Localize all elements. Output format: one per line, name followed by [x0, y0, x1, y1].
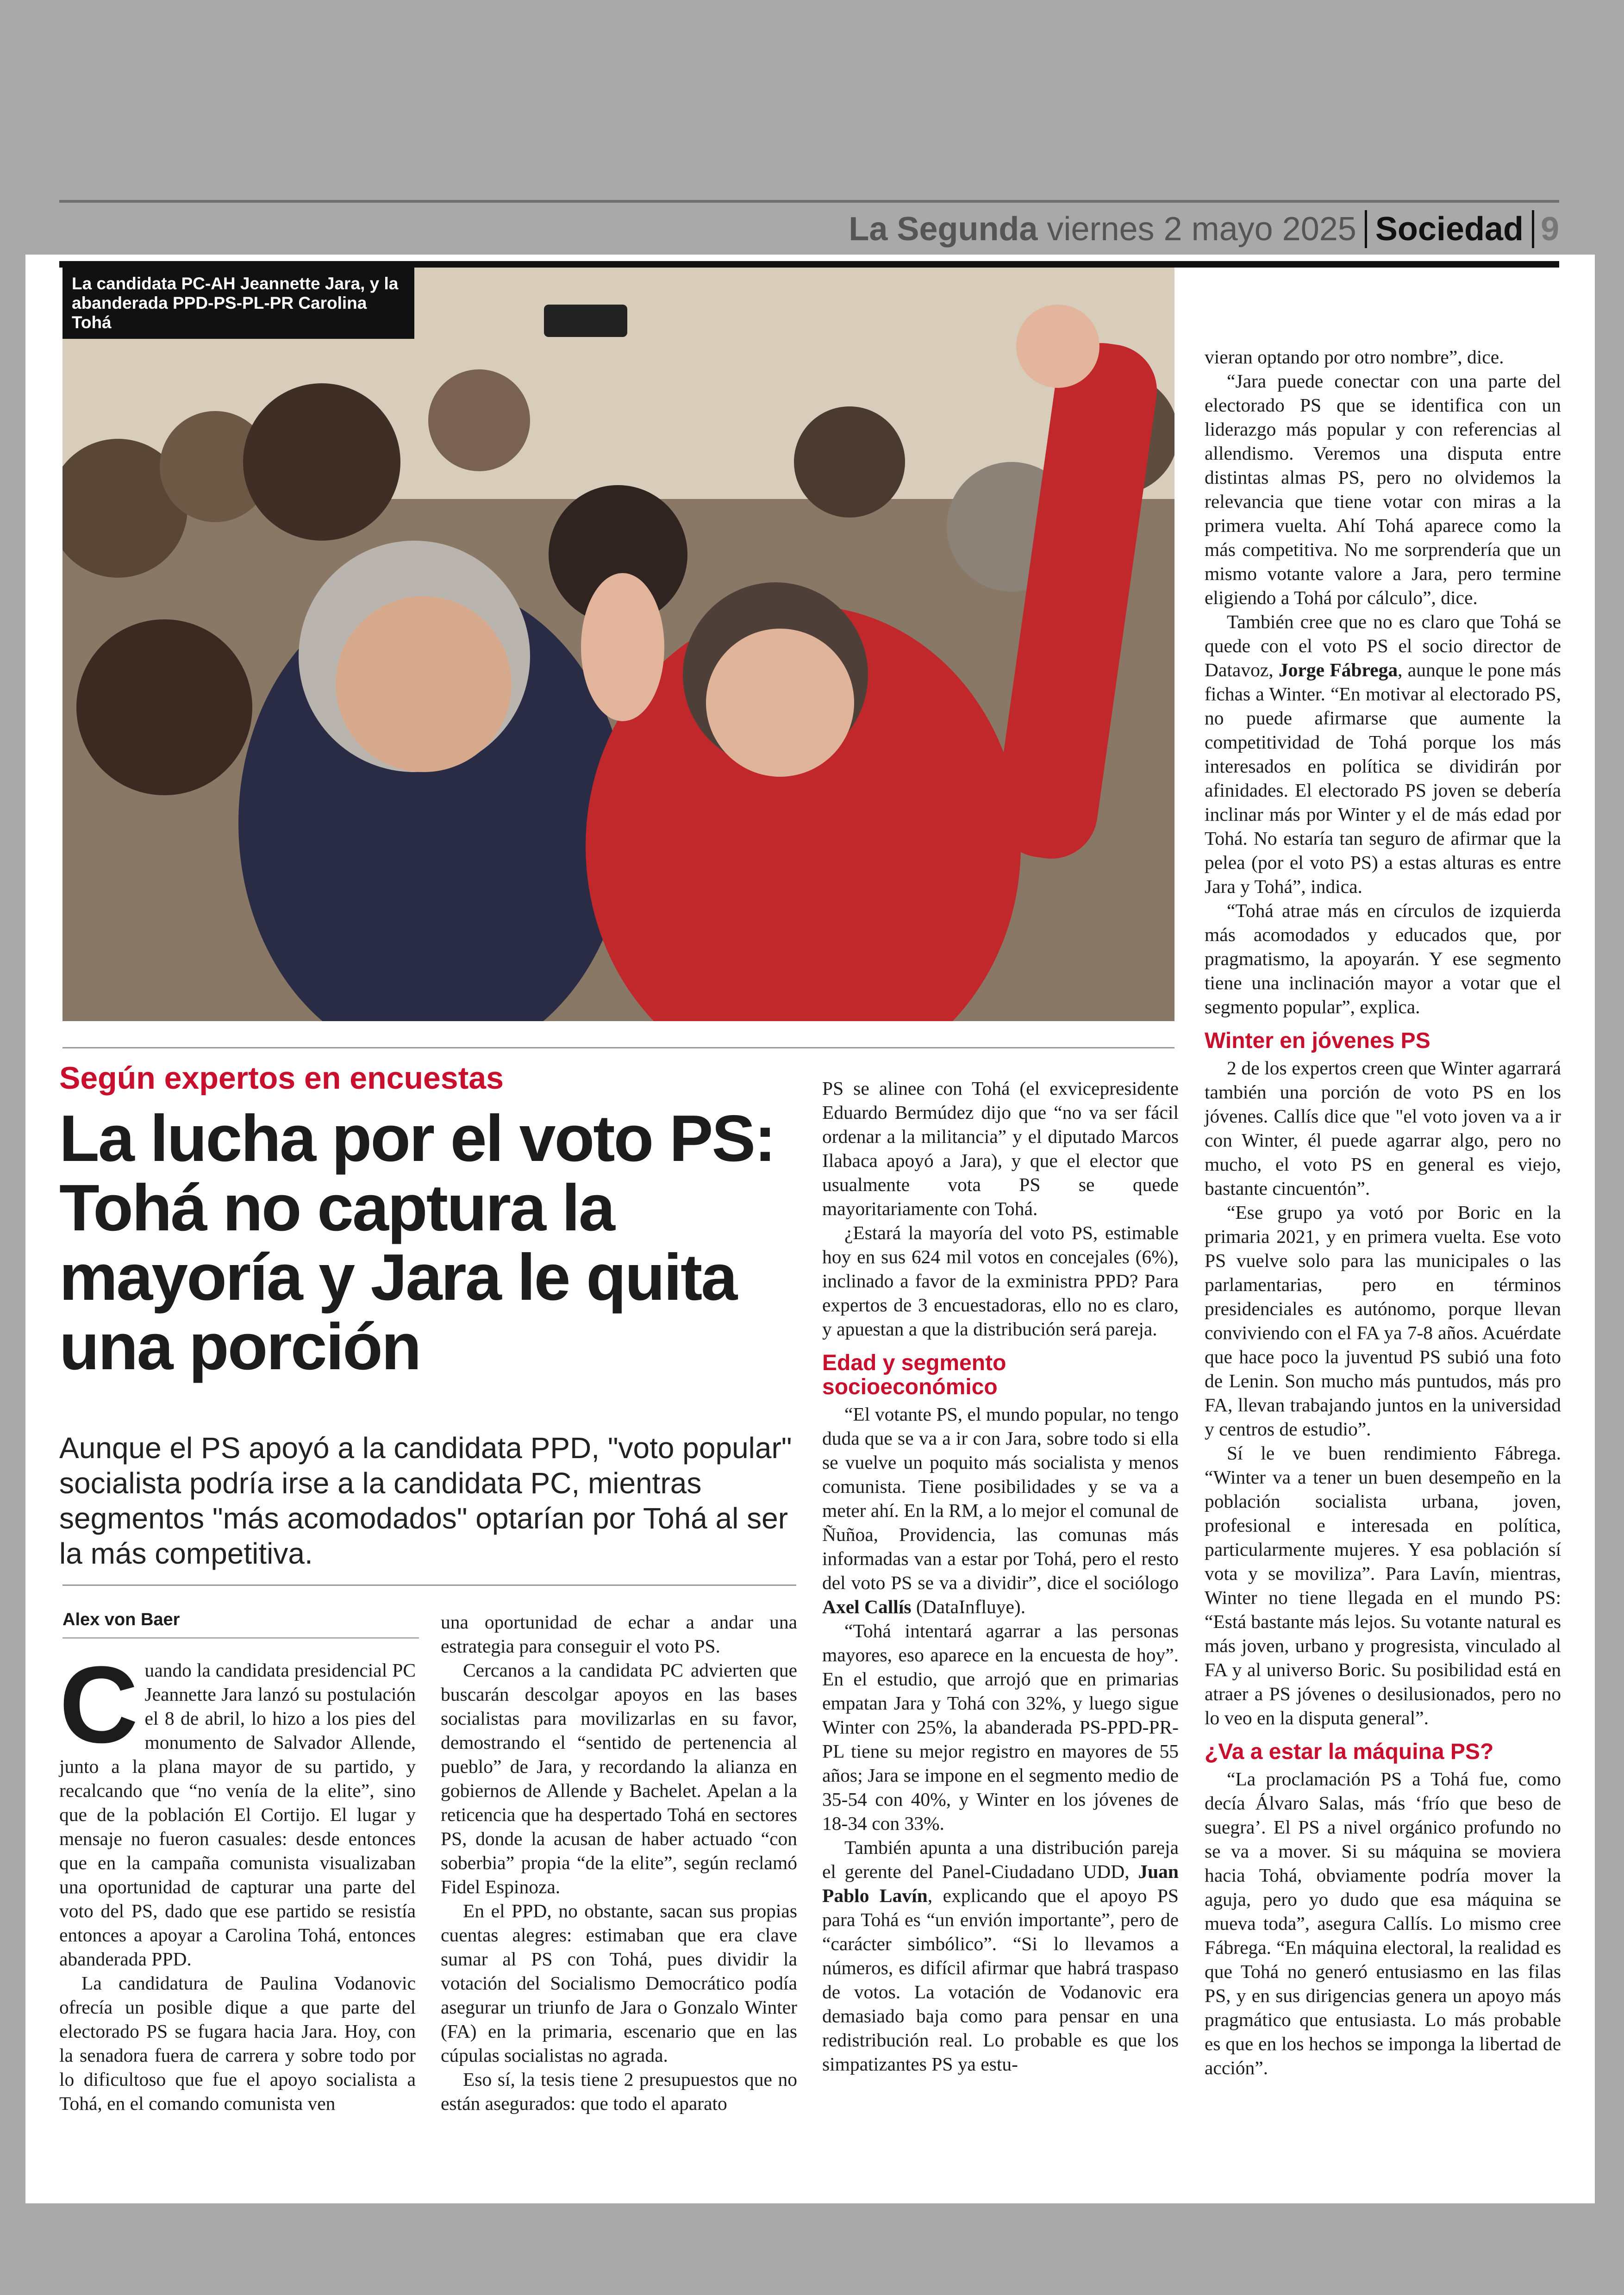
paragraph: [1205, 610, 1561, 898]
caption-line: La candidata PC-AH Jeannette Jara, y la: [72, 274, 399, 293]
paragraph: En el PPD, no obstante, sacan sus propias cuentas alegres: estimaban que era clave sumar al PS con Tohá, pues dividir la votación del Socialismo Democrático podía asegurar un triunfo de Jara o Gonzalo Winter (FA) en la primaria, escenario que en las cúpulas socialistas no agrada.: [441, 1900, 797, 2066]
paragraph: “Tohá intentará agarrar a las personas mayores, eso aparece en la encuesta de hoy”. En el estudio, que arrojó que en primarias empatan Jara y Tohá con 32%, y luego sigue Winter con 25%, la abanderada PS-PPD-PR-PL tiene su mejor registro en mayores de 55 años; Jara se impone en el segmento medio de 35-54 con 40%, y Winter en los jóvenes de 18-34 con 33%.: [822, 1620, 1179, 1834]
person-name: Jorge Fábrega: [1278, 659, 1398, 680]
page-number: 9: [1532, 210, 1559, 248]
lead-photo: [62, 268, 1174, 1021]
paragraph: “La proclamación PS a Tohá fue, como decía Álvaro Salas, más ‘frío que beso de suegra’. El PS a nivel orgánico profundo no se va a mover. Si su máquina se moviera hacia Tohá, obviamente podría mover la aguja, pero yo dudo que esa máquina se mueva toda”, asegura Callís. Lo mismo cree Fábrega. “En máquina electoral, la realidad es que Tohá no generó entusiasmo en las filas PS, y en sus dirigencias genera un apoyo más pragmático que entusiasta. Lo más probable es que en los hechos se imponga la libertad de acción”.: [1205, 1768, 1561, 2078]
body-column-3: [822, 1076, 1179, 2076]
paragraph: vieran optando por otro nombre”, dice.: [1205, 346, 1504, 368]
paragraph: uando la candidata presidencial PC Jeannette Jara lanzó su postulación el 8 de abril, lo hizo a los pies del monumento de Salvador Allende, junto a la plana mayor de su partido, y recalcando que “no venía de la elite”, sino que de la población El Cortijo. El lugar y mensaje no fueron casuales: desde entonces que en la campaña comunista visualizaban una oportunidad de capturar una parte del voto del PS, dado que ese partido se resistía entonces a apoyar a Carolina Tohá, entonces abanderada PPD.: [59, 1659, 416, 1970]
top-divider: [59, 200, 1559, 203]
crowd-photo-illustration: [62, 268, 1174, 1021]
paragraph: [822, 1402, 1179, 1619]
photo-caption: [62, 268, 414, 339]
paragraph: “Ese grupo ya votó por Boric en la primaria 2021, y en primera vuelta. Ese voto PS vuelve solo para las municipales o las parlamentarias, pero en términos presidenciales es autónomo, porque llevan conviviendo con el FA ya 7-8 años. Acuérdate que hace poco la juventud PS subió una foto de Lenin. Son mucho más puntudos, más pro FA, llevan trabajando juntos en la universidad y centros de estudio”.: [1205, 1202, 1561, 1440]
paragraph: ¿Estará la mayoría del voto PS, estimable hoy en sus 624 mil votos en concejales (6%), inclinado a favor de la exministra PPD? Para expertos de 3 encuestadoras, ello no es claro, y apuestan a que la distribución será pareja.: [822, 1222, 1179, 1340]
deck: Aunque el PS apoyó a la candidata PPD, "voto popular" socialista podría irse a la candidata PC, mientras segmentos "más acomodados" optarían por Tohá al ser la más competitiva.: [59, 1431, 792, 1570]
subheading: ¿Va a estar la máquina PS?: [1205, 1740, 1494, 1764]
subheading: Edad y segmento socioeconómico: [822, 1351, 1006, 1399]
paragraph: Sí le ve buen rendimiento Fábrega. “Winter va a tener un buen desempeño en la población socialista urbana, joven, profesional e interesada en política, particularmente mujeres. Y esa población sí vota y se moviliza”. Para Lavín, mientras, Winter no tiene llegada en el mundo PS: “Está bastante más lejos. Su votante natural es más joven, urbano y progresista, vinculado al FA y al universo Boric. Su posibilidad está en atraer a PS jóvenes o desilusionados, pero no lo veo en la disputa general”.: [1205, 1442, 1561, 1728]
text-run: , aunque le pone más fichas a Winter. “En motivar al electorado PS, no puede afirmarse que aumente la competitividad de Tohá porque los más interesados en política se dividirán por afinidades. El electorado PS joven se debería inclinar más por Winter y el de más edad por Tohá. No estaría tan seguro de afirmar que la pelea (por el voto PS) a estas alturas es entre Jara y Tohá”, indica.: [1205, 659, 1562, 897]
subheading: Winter en jóvenes PS: [1205, 1029, 1430, 1053]
deck-divider: [62, 1584, 796, 1586]
body-column-4: [1205, 345, 1561, 2080]
header-rule: [59, 261, 1559, 268]
paragraph: Eso sí, la tesis tiene 2 presupuestos que no están asegurados: que todo el aparato: [441, 2069, 797, 2114]
text-run: “El votante PS, el mundo popular, no tengo duda que se va a ir con Jara, sobre todo si ella se vuelve un poquito más socialista y menos comunista. Tiene posibilidades y se va a meter ahí. En la RM, a lo mejor el comunal de Ñuñoa, Providencia, las comunas más informadas van a estar por Tohá, pero el resto del voto PS se va a dividir”, dice el sociólogo: [822, 1403, 1179, 1593]
person-name: Axel Callís: [822, 1596, 912, 1617]
paragraph: [822, 1835, 1179, 2076]
body-column-2: [441, 1610, 797, 2115]
paragraph: una oportunidad de echar a andar una estrategia para conseguir el voto PS.: [441, 1611, 797, 1657]
section-name: Sociedad: [1365, 210, 1524, 248]
kicker: Según expertos en encuestas: [59, 1060, 504, 1096]
text-run: (DataInfluye).: [911, 1596, 1026, 1617]
caption-line: abanderada PPD-PS-PL-PR Carolina Tohá: [72, 293, 367, 332]
byline: Alex von Baer: [62, 1610, 419, 1639]
paragraph: 2 de los expertos creen que Winter agarrará también una porción de voto PS en los jóvenes. Callís dice que "el voto joven va a ir con Winter, él puede agarrar algo, pero no mucho, el voto PS en general es viejo, bastante cincuentón”.: [1205, 1057, 1561, 1199]
paragraph: Cercanos a la candidata PC advierten que buscarán descolgar apoyos en las bases socialistas para movilizarlas en su favor, demostrando el “sentido de pertenencia al pueblo” de Jara, y recordando la alianza en gobiernos de Allende y Bachelet. Apelan a la reticencia que ha despertado Tohá en sectores PS, donde la acusan de haber actuado “con soberbia” propia “de la elite”, según reclamó Fidel Espinoza.: [441, 1659, 797, 1897]
publication-name: La Segunda: [849, 211, 1038, 248]
text-run: También cree que no es claro que Tohá se quede con el voto PS el socio director de Datavoz,: [1205, 611, 1561, 680]
issue-date: viernes 2 mayo 2025: [1047, 211, 1356, 248]
paragraph: “Jara puede conectar con una parte del electorado PS que se identifica con un liderazgo más popular y con referencias al allendismo. Veremos una disputa entre distintas almas PS, pero no olvidemos la relevancia que tiene votar con miras a la primera vuelta. Ahí Tohá aparece como la más competitiva. No me sorprendería que un mismo votante valore a Jara, pero termine eligiendo a Tohá por cálculo”, dice.: [1205, 370, 1561, 608]
dropcap: C: [59, 1644, 138, 1766]
person-name: Juan Pablo Lavín: [822, 1861, 1179, 1906]
text-run: También apunta a una distribución pareja el gerente del Panel-Ciudadano UDD,: [822, 1837, 1179, 1882]
page-header: [849, 204, 1559, 255]
body-column-1: [59, 1644, 416, 2115]
paragraph: PS se alinee con Tohá (el exvicepresidente Eduardo Bermúdez dijo que “no va ser fácil ordenar a la militancia” y el diputado Marcos Ilabaca apoyó a Jara), y que el elector que usualmente vota PS se quede mayoritariamente con Tohá.: [822, 1078, 1179, 1219]
paragraph: “Tohá atrae más en círculos de izquierda más acomodados y educados que, por pragmatismo, la apoyarán. Y ese segmento tiene una inclinación mayor a votar que el segmento popular”, explica.: [1205, 900, 1561, 1017]
headline: La lucha por el voto PS: Tohá no captura la mayoría y Jara le quita una porción: [59, 1102, 775, 1384]
paragraph: La candidatura de Paulina Vodanovic ofrecía un posible dique a que parte del electorado PS se fugara hacia Jara. Hoy, con la senadora fuera de carrera y sobre todo por lo dificultoso que fue el apoyo socialista a Tohá, en el comando comunista ven: [59, 1972, 416, 2114]
text-run: , explicando que el apoyo PS para Tohá es “un envión importante”, pero de “carácter simbólico”. “Si lo llevamos a números, es difícil afirmar que habrá traspaso de votos. La votación de Vodanovic era demasiado baja como para pensar en una redistribución real. Lo probable es que los simpatizantes PS ya estu-: [822, 1885, 1179, 2075]
section-divider: [62, 1047, 1174, 1048]
